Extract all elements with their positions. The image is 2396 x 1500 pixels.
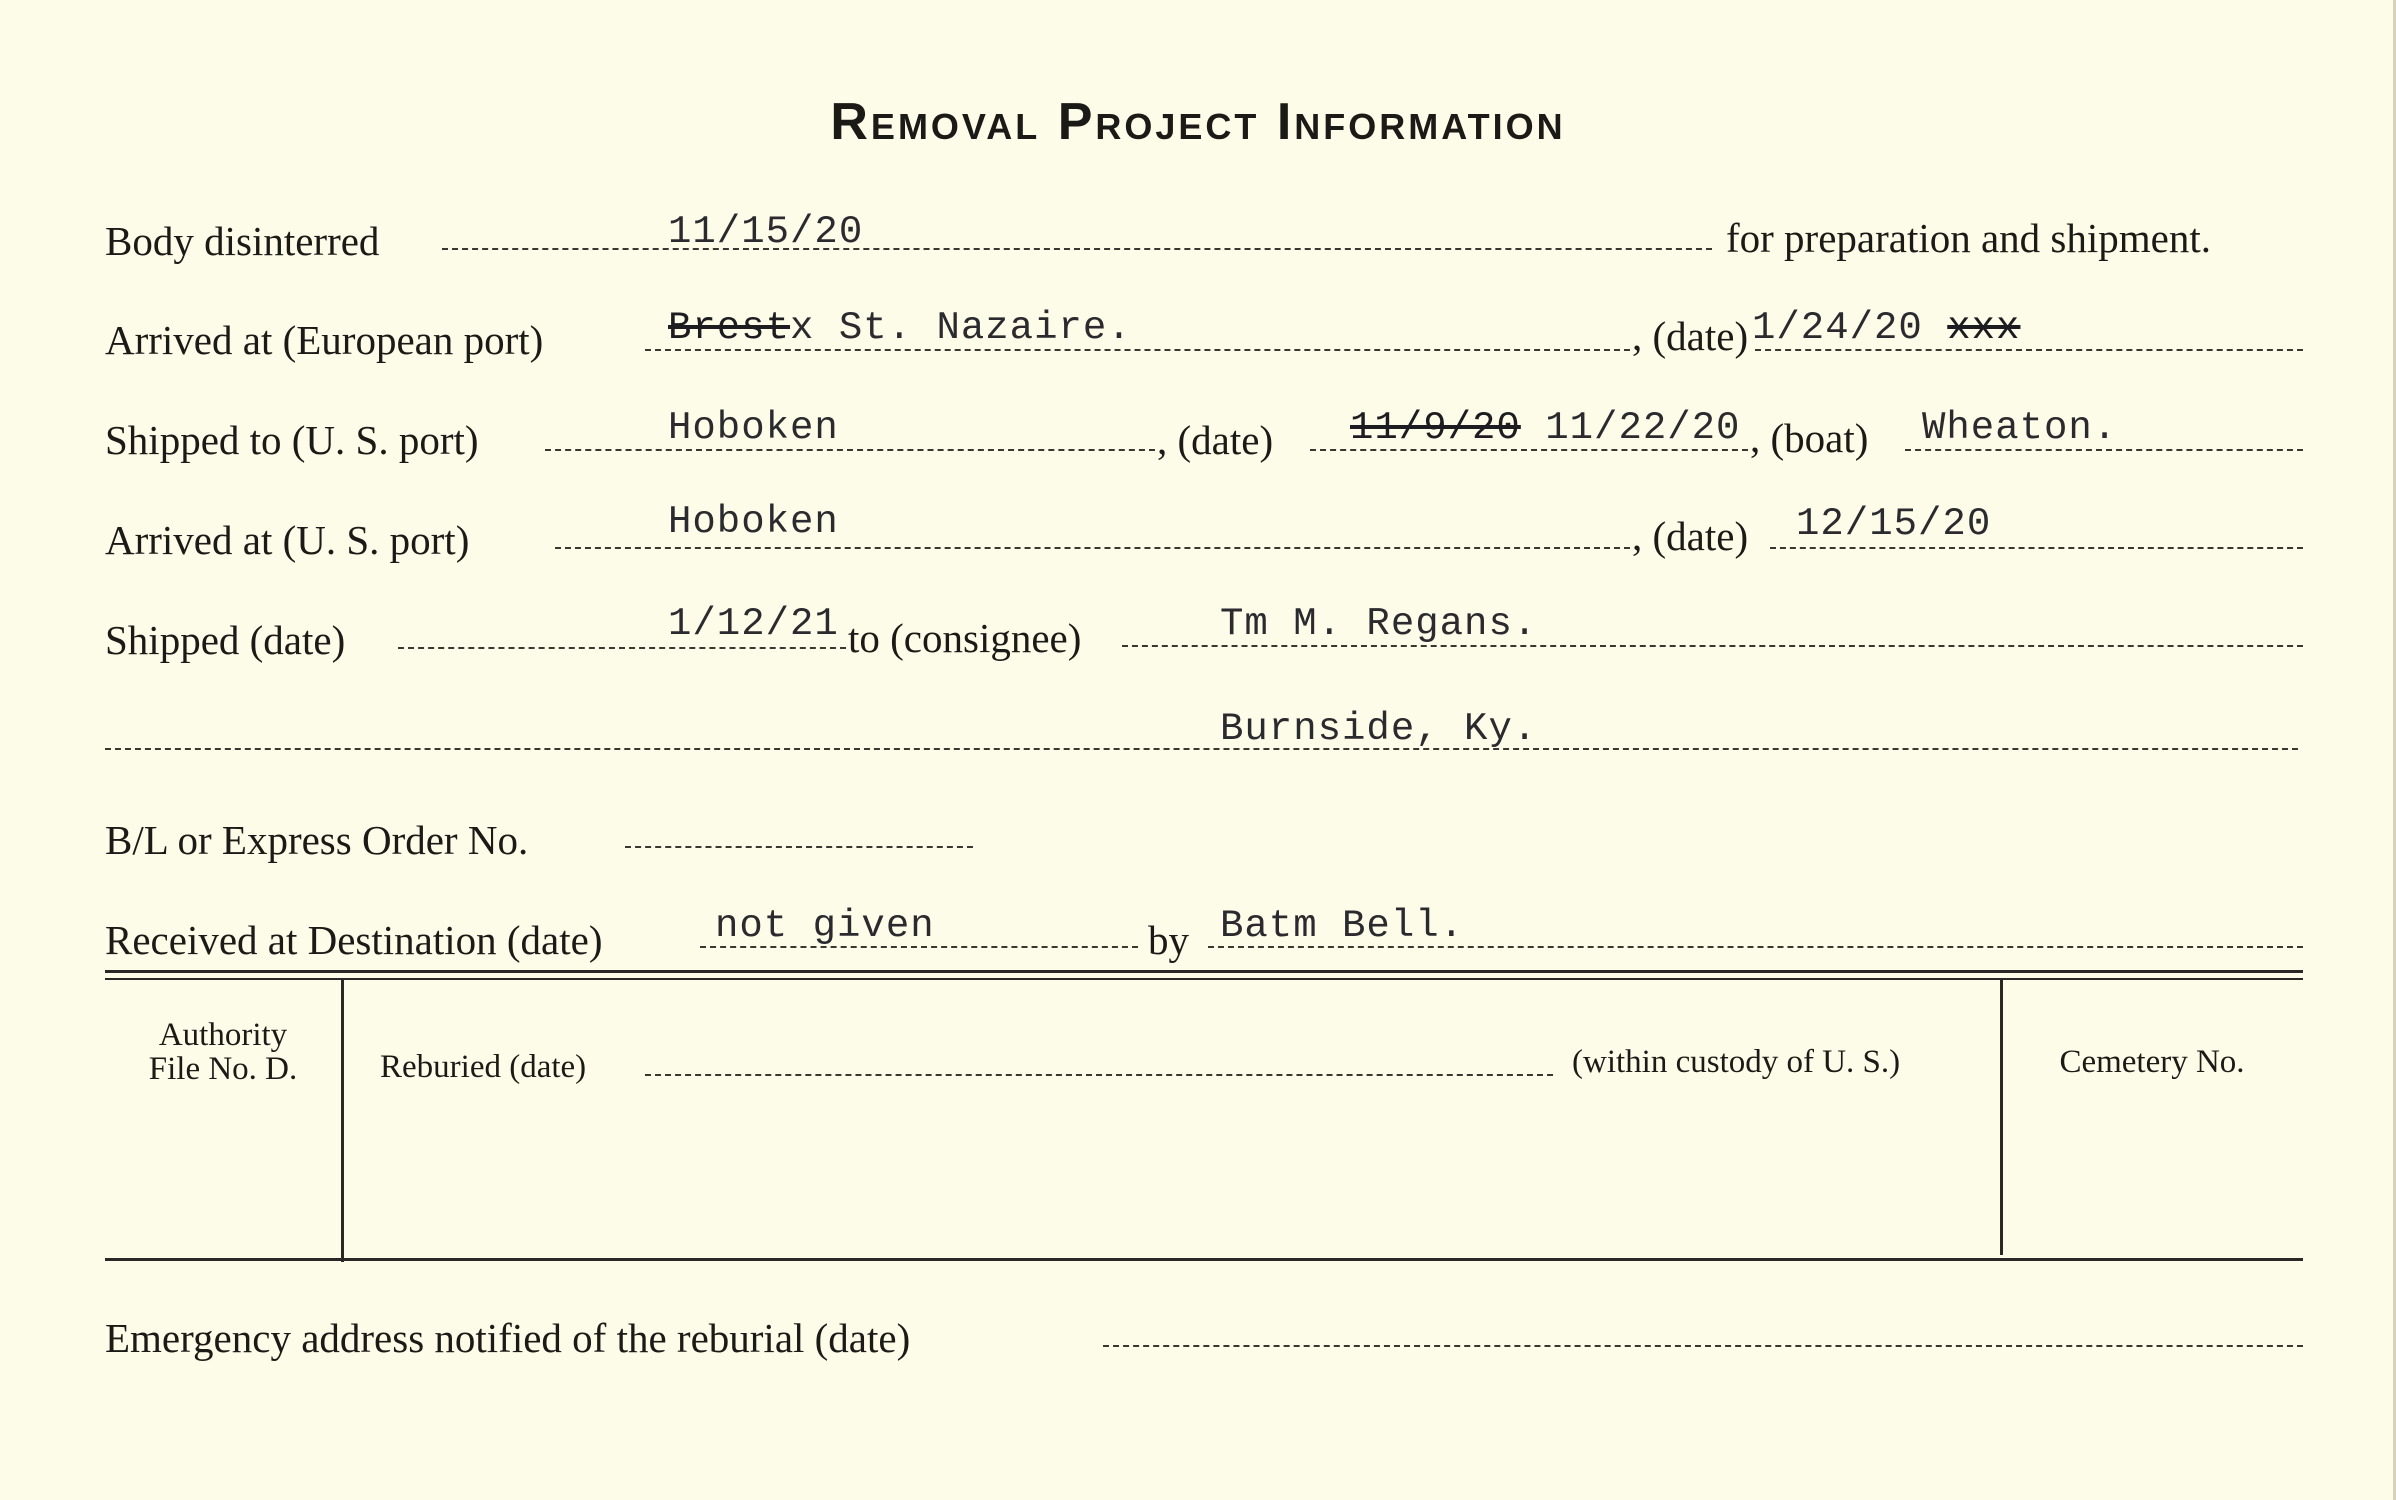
disinterred-value: 11/15/20 [668,210,864,254]
received-by-label: by [1148,917,1189,963]
disinterred-label: Body disinterred [105,218,380,264]
authority-label: Authority [158,1017,288,1053]
shipped-label: Shipped (date) [105,617,346,663]
box-divider-right [2000,980,2003,1255]
reburied-line [645,1074,1553,1076]
arrived-us-line [555,547,1630,549]
consignee-address-line [105,748,2298,750]
arrived-us-date-value: 12/15/20 [1796,502,1992,546]
reburied-label: Reburied (date) [380,1049,587,1085]
european-port-value-group [668,306,1132,350]
received-label: Received at Destination (date) [105,917,603,963]
page-title: Removal Project Information [830,93,1566,151]
custody-label: (within custody of U. S.) [1572,1044,1901,1080]
disinterred-line [442,248,1712,250]
arrived-us-value: Hoboken [668,500,839,544]
emergency-line [1103,1345,2303,1347]
european-port-label: Arrived at (European port) [105,317,544,363]
consignee-value: Tm M. Regans. [1220,602,1538,646]
arrived-us-date-line [1770,547,2303,549]
shipped-us-date-label: , (date) [1157,417,1274,463]
shipped-value: 1/12/21 [668,602,839,646]
disinterred-suffix: for preparation and shipment. [1726,215,2212,261]
shipped-us-date-group [1350,406,1741,450]
shipped-us-date-struck: 11/9/20 [1350,406,1521,450]
shipped-us-boat-label: , (boat) [1750,415,1869,461]
shipped-us-label: Shipped to (U. S. port) [105,417,479,463]
emergency-label: Emergency address notified of the reburial (date) [105,1315,911,1361]
received-value: not given [715,904,935,948]
european-port-date-value: 1/24/20 [1752,306,1923,350]
received-by-value: Batm Bell. [1220,904,1465,948]
consignee-address-value: Burnside, Ky. [1220,707,1538,751]
shipped-us-boat-value: Wheaton. [1922,406,2118,450]
european-port-date-group [1752,306,2021,350]
double-rule-top [105,970,2303,973]
european-port-struck: Brest [668,306,791,350]
bl-line [625,846,973,848]
consignee-label: to (consignee) [848,615,1082,661]
bl-label: B/L or Express Order No. [105,817,529,863]
box-bottom-rule [105,1258,2303,1261]
double-rule-bottom [105,978,2303,980]
european-port-date-struck: xxx [1947,306,2021,350]
european-port-date-label: , (date) [1632,313,1749,359]
european-port-value: x St. Nazaire. [790,306,1132,350]
shipped-line [398,647,846,649]
shipped-us-date-value: 11/22/20 [1545,406,1741,450]
arrived-us-date-label: , (date) [1632,513,1749,559]
shipped-us-value: Hoboken [668,406,839,450]
shipped-us-line [545,449,1155,451]
box-divider-left [341,980,344,1262]
cemetery-no-label: Cemetery No. [2059,1044,2245,1080]
arrived-us-label: Arrived at (U. S. port) [105,517,470,563]
file-no-label: File No. D. [148,1051,298,1087]
